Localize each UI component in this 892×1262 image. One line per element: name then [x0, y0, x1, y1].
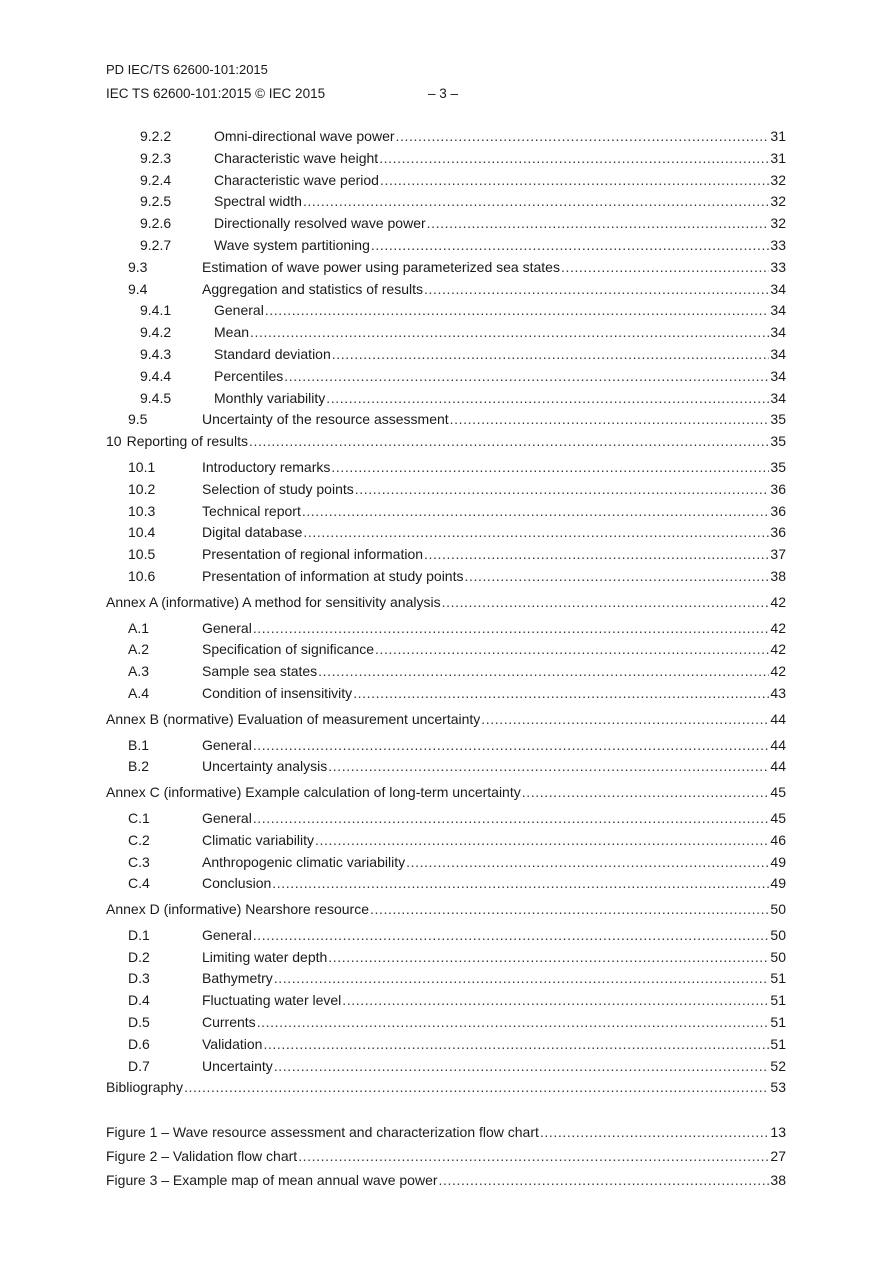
- toc-entry-number: B.2: [128, 758, 150, 775]
- toc-entry[interactable]: [106, 990, 786, 1012]
- dot-leader: [439, 1168, 770, 1192]
- toc-entry[interactable]: [106, 683, 786, 705]
- toc-entry-title: Validation: [202, 1035, 263, 1052]
- toc-entry-page: 49: [770, 875, 786, 892]
- dot-leader: [272, 873, 769, 895]
- header-copyright: IEC TS 62600-101:2015 © IEC 2015: [106, 86, 326, 101]
- toc-entry[interactable]: [106, 431, 786, 453]
- figure-entry-title: Figure 1 – Wave resource assessment and characterization flow chart: [106, 1124, 539, 1141]
- dot-leader: [424, 279, 769, 301]
- toc-entry-number: 10: [106, 433, 122, 450]
- toc-entry[interactable]: [106, 968, 786, 990]
- toc-entry-page: 50: [770, 926, 786, 943]
- toc-entry[interactable]: [106, 1077, 786, 1099]
- dot-leader: [250, 322, 769, 344]
- dot-leader: [540, 1120, 770, 1144]
- toc-entry-title: Bathymetry: [202, 970, 273, 987]
- toc-entry-title: Standard deviation: [214, 345, 331, 362]
- toc-entry-page: 51: [770, 1035, 786, 1052]
- toc-entry[interactable]: [106, 191, 786, 213]
- toc-entry-title: Presentation of information at study points: [202, 567, 464, 584]
- table-of-contents: [106, 126, 786, 1192]
- dot-leader: [442, 592, 770, 614]
- dot-leader: [326, 388, 769, 410]
- toc-entry-title: Climatic variability: [202, 831, 315, 848]
- toc-entry-number: B.1: [128, 736, 150, 753]
- toc-entry-title: Bibliography: [106, 1079, 184, 1096]
- dot-leader: [332, 344, 770, 366]
- dot-leader: [331, 457, 769, 479]
- toc-entry-number: D.2: [128, 948, 150, 965]
- toc-entry-page: 51: [770, 970, 786, 987]
- toc-entry-number: D.7: [128, 1057, 150, 1074]
- toc-entry-title: General: [202, 926, 252, 943]
- toc-entry[interactable]: [106, 544, 786, 566]
- toc-entry[interactable]: [106, 782, 786, 804]
- dot-leader: [371, 235, 770, 257]
- toc-entry-page: 38: [770, 567, 786, 584]
- toc-entry-number: D.4: [128, 992, 150, 1009]
- toc-entry-title: Sample sea states: [202, 663, 318, 680]
- toc-entry[interactable]: [106, 830, 786, 852]
- toc-entry[interactable]: [106, 235, 786, 257]
- toc-entry-title: Aggregation and statistics of results: [202, 280, 424, 297]
- toc-entry-page: 52: [770, 1057, 786, 1074]
- toc-entry[interactable]: [106, 808, 786, 830]
- toc-entry-title: Annex C (informative) Example calculation of long-term uncertainty: [106, 784, 521, 801]
- toc-entry-number: 9.2.6: [140, 215, 172, 232]
- toc-entry-title: Characteristic wave period: [214, 171, 379, 188]
- toc-entry-title: Specification of significance: [202, 641, 374, 658]
- toc-entry-title: Uncertainty of the resource assessment: [202, 411, 449, 428]
- toc-entry[interactable]: [106, 409, 786, 431]
- toc-entry-title: Limiting water depth: [202, 948, 328, 965]
- toc-entry-number: 9.2.5: [140, 193, 172, 210]
- toc-entry-title: General: [202, 736, 252, 753]
- toc-entry-page: 34: [770, 389, 786, 406]
- dot-leader: [370, 899, 769, 921]
- toc-entry-title: Digital database: [202, 524, 303, 541]
- toc-entry-title: Wave system partitioning: [214, 236, 370, 253]
- toc-entry-number: 9.4.5: [140, 389, 172, 406]
- toc-entry-page: 44: [770, 736, 786, 753]
- toc-entry-title: General: [202, 809, 252, 826]
- dot-leader: [303, 191, 769, 213]
- figure-entry-title: Figure 3 – Example map of mean annual wave power: [106, 1172, 438, 1189]
- dot-leader: [274, 968, 770, 990]
- toc-entry[interactable]: [106, 1056, 786, 1078]
- toc-entry-number: 9.2.7: [140, 236, 172, 253]
- toc-entry-number: C.1: [128, 809, 150, 826]
- dot-leader: [396, 126, 770, 148]
- toc-entry-page: 44: [770, 758, 786, 775]
- toc-entry-page: 42: [770, 663, 786, 680]
- toc-entry[interactable]: [106, 756, 786, 778]
- toc-entry-page: 37: [770, 546, 786, 563]
- toc-entry-title: Characteristic wave height: [214, 149, 379, 166]
- toc-entry-page: 36: [770, 502, 786, 519]
- toc-entry-title: Directionally resolved wave power: [214, 215, 426, 232]
- dot-leader: [561, 257, 769, 279]
- toc-entry-title: General: [214, 302, 264, 319]
- dot-leader: [263, 1034, 769, 1056]
- toc-entry-number: A.4: [128, 684, 150, 701]
- figure-entry-page: 27: [770, 1148, 786, 1165]
- dot-leader: [253, 735, 770, 757]
- dot-leader: [257, 1012, 770, 1034]
- toc-entry-number: D.5: [128, 1014, 150, 1031]
- dot-leader: [249, 431, 769, 453]
- toc-entry[interactable]: [106, 925, 786, 947]
- toc-entry[interactable]: [106, 300, 786, 322]
- toc-entry[interactable]: [106, 947, 786, 969]
- header-line: [106, 86, 459, 101]
- toc-entry[interactable]: [106, 1012, 786, 1034]
- toc-entry-number: 9.2.3: [140, 149, 172, 166]
- toc-entry-number: D.6: [128, 1035, 150, 1052]
- toc-entry[interactable]: [106, 852, 786, 874]
- toc-entry-number: 10.6: [128, 567, 156, 584]
- toc-entry-page: 45: [770, 809, 786, 826]
- dot-leader: [353, 683, 769, 705]
- toc-entry-page: 44: [770, 710, 786, 727]
- toc-entry-number: C.2: [128, 831, 150, 848]
- toc-entry-page: 34: [770, 302, 786, 319]
- toc-entry[interactable]: [106, 639, 786, 661]
- toc-entry-number: 9.4: [128, 280, 148, 297]
- toc-entry-title: Reporting of results: [126, 433, 248, 450]
- toc-entry-page: 50: [770, 901, 786, 918]
- toc-entry-page: 32: [770, 171, 786, 188]
- toc-entry-title: Condition of insensitivity: [202, 684, 353, 701]
- toc-entry[interactable]: [106, 1034, 786, 1056]
- toc-entry-number: D.1: [128, 926, 150, 943]
- dot-leader: [265, 300, 770, 322]
- toc-entry-title: Technical report: [202, 502, 301, 519]
- toc-entry-page: 34: [770, 367, 786, 384]
- toc-entry[interactable]: [106, 257, 786, 279]
- dot-leader: [464, 566, 769, 588]
- toc-entry-number: A.1: [128, 619, 150, 636]
- toc-entry-title: Estimation of wave power using parameterized sea states: [202, 258, 560, 275]
- toc-entry-page: 34: [770, 324, 786, 341]
- toc-entry[interactable]: [106, 457, 786, 479]
- toc-entry-title: Uncertainty analysis: [202, 758, 328, 775]
- toc-entry-page: 53: [770, 1079, 786, 1096]
- toc-entry[interactable]: [106, 522, 786, 544]
- toc-entry-title: Annex A (informative) A method for sensitivity analysis: [106, 593, 441, 610]
- dot-leader: [380, 170, 769, 192]
- toc-entry-page: 34: [770, 280, 786, 297]
- toc-entry-number: A.2: [128, 641, 150, 658]
- figure-entry-page: 38: [770, 1172, 786, 1189]
- dot-leader: [253, 925, 770, 947]
- header-page-number: – 3 –: [428, 86, 459, 101]
- toc-entry-number: 9.2.4: [140, 171, 172, 188]
- dot-leader: [342, 990, 769, 1012]
- toc-entry[interactable]: [106, 366, 786, 388]
- dot-leader: [184, 1077, 769, 1099]
- toc-entry-number: C.3: [128, 853, 150, 870]
- toc-entry[interactable]: [106, 213, 786, 235]
- toc-entry-page: 50: [770, 948, 786, 965]
- figure-list-entry[interactable]: [106, 1168, 786, 1192]
- toc-entry-page: 43: [770, 684, 786, 701]
- toc-entry-page: 32: [770, 215, 786, 232]
- dot-leader: [303, 522, 769, 544]
- toc-entry-page: 42: [770, 619, 786, 636]
- toc-entry-page: 42: [770, 593, 786, 610]
- toc-entry-title: Uncertainty: [202, 1057, 273, 1074]
- toc-entry-number: D.3: [128, 970, 150, 987]
- toc-entry-page: 35: [770, 458, 786, 475]
- toc-entry-number: 9.5: [128, 411, 148, 428]
- dot-leader: [406, 852, 769, 874]
- toc-entry-number: 9.2.2: [140, 128, 172, 144]
- toc-entry-page: 34: [770, 345, 786, 362]
- dot-leader: [427, 213, 770, 235]
- dot-leader: [253, 618, 770, 640]
- toc-entry[interactable]: [106, 126, 786, 148]
- toc-entry[interactable]: [106, 661, 786, 683]
- toc-entry[interactable]: [106, 592, 786, 614]
- toc-entry-number: 10.1: [128, 458, 156, 475]
- toc-entry-title: Spectral width: [214, 193, 302, 210]
- toc-entry-page: 46: [770, 831, 786, 848]
- toc-entry[interactable]: [106, 735, 786, 757]
- header-doc-id: PD IEC/TS 62600-101:2015: [106, 62, 268, 77]
- toc-entry-title: Anthropogenic climatic variability: [202, 853, 406, 870]
- dot-leader: [355, 479, 770, 501]
- toc-entry-title: Percentiles: [214, 367, 284, 384]
- toc-entry-number: 10.2: [128, 480, 156, 497]
- toc-entry-title: Mean: [214, 324, 250, 341]
- toc-entry-page: 32: [770, 193, 786, 210]
- figure-entry-page: 13: [770, 1124, 786, 1141]
- dot-leader: [450, 409, 770, 431]
- toc-entry[interactable]: [106, 709, 786, 731]
- dot-leader: [424, 544, 769, 566]
- dot-leader: [253, 808, 770, 830]
- toc-entry-number: 9.4.4: [140, 367, 172, 384]
- toc-entry-page: 36: [770, 480, 786, 497]
- toc-entry-page: 33: [770, 258, 786, 275]
- dot-leader: [315, 830, 769, 852]
- toc-entry-number: 9.3: [128, 258, 148, 275]
- toc-entry-page: 35: [770, 411, 786, 428]
- dot-leader: [522, 782, 770, 804]
- figure-list-entry[interactable]: [106, 1120, 786, 1144]
- toc-entry-title: Presentation of regional information: [202, 546, 424, 563]
- toc-entry-number: 9.4.3: [140, 345, 172, 362]
- toc-entry-title: Monthly variability: [214, 389, 326, 406]
- dot-leader: [375, 639, 769, 661]
- toc-entry-page: 49: [770, 853, 786, 870]
- toc-entry-page: 36: [770, 524, 786, 541]
- toc-entry[interactable]: [106, 388, 786, 410]
- toc-entry-title: General: [202, 619, 252, 636]
- toc-entry[interactable]: [106, 501, 786, 523]
- toc-entry[interactable]: [106, 344, 786, 366]
- toc-entry-number: A.3: [128, 663, 150, 680]
- dot-leader: [284, 366, 769, 388]
- toc-entry-number: 10.3: [128, 502, 156, 519]
- toc-entry-title: Fluctuating water level: [202, 992, 342, 1009]
- dot-leader: [318, 661, 769, 683]
- toc-entry-number: 10.4: [128, 524, 156, 541]
- toc-entry-page: 31: [770, 128, 786, 144]
- toc-entry-title: Conclusion: [202, 875, 272, 892]
- toc-entry-number: 9.4.2: [140, 324, 172, 341]
- dot-leader: [379, 148, 769, 170]
- toc-entry[interactable]: [106, 873, 786, 895]
- dot-leader: [298, 1144, 769, 1168]
- toc-entry-title: Annex D (informative) Nearshore resource: [106, 901, 369, 918]
- toc-entry-number: 9.4.1: [140, 302, 172, 319]
- toc-entry[interactable]: [106, 279, 786, 301]
- toc-entry-number: C.4: [128, 875, 150, 892]
- figure-entry-title: Figure 2 – Validation flow chart: [106, 1148, 298, 1165]
- toc-entry[interactable]: [106, 148, 786, 170]
- dot-leader: [274, 1056, 770, 1078]
- toc-entry-page: 45: [770, 784, 786, 801]
- toc-entry[interactable]: [106, 479, 786, 501]
- toc-entry[interactable]: [106, 566, 786, 588]
- toc-entry-title: Annex B (normative) Evaluation of measurement uncertainty: [106, 710, 481, 727]
- toc-entry-title: Selection of study points: [202, 480, 354, 497]
- toc-entry-page: 33: [770, 236, 786, 253]
- toc-entry-title: Introductory remarks: [202, 458, 331, 475]
- toc-entry-page: 42: [770, 641, 786, 658]
- dot-leader: [328, 756, 769, 778]
- toc-entry[interactable]: [106, 899, 786, 921]
- dot-leader: [302, 501, 770, 523]
- toc-entry-number: 10.5: [128, 546, 156, 563]
- toc-entry-page: 51: [770, 992, 786, 1009]
- toc-entry-page: 51: [770, 1014, 786, 1031]
- dot-leader: [328, 947, 769, 969]
- toc-entry-title: Currents: [202, 1014, 256, 1031]
- toc-entry[interactable]: [106, 170, 786, 192]
- toc-entry-page: 31: [770, 149, 786, 166]
- toc-entry[interactable]: [106, 322, 786, 344]
- dot-leader: [481, 709, 769, 731]
- toc-entry[interactable]: [106, 618, 786, 640]
- figure-list-entry[interactable]: [106, 1144, 786, 1168]
- toc-entry-title: Omni-directional wave power: [214, 128, 395, 144]
- toc-entry-page: 35: [770, 433, 786, 450]
